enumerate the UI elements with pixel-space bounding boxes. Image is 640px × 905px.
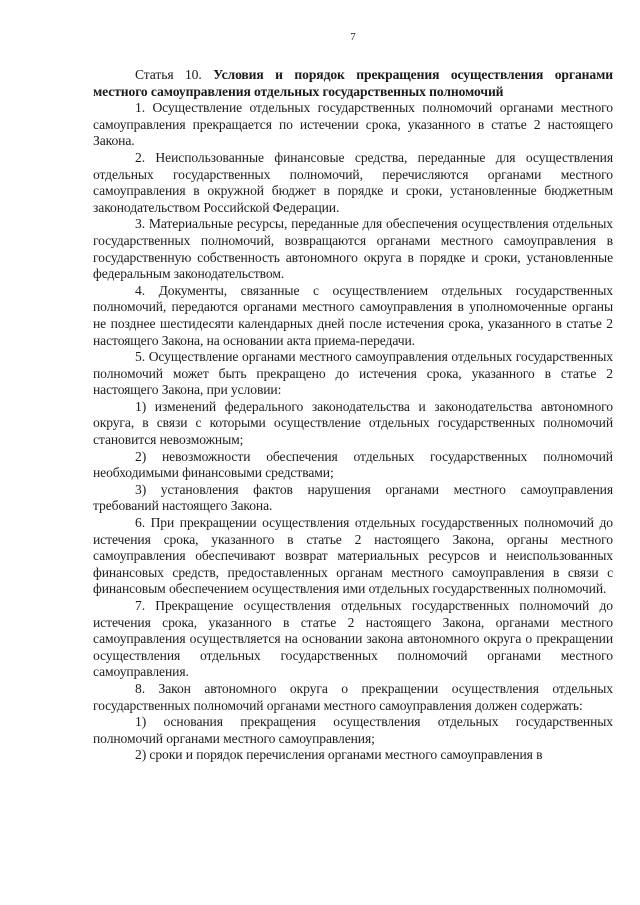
article-title: Условия и порядок прекращения осуществления органами местного самоуправления отдельных государственных полномочий [93, 67, 613, 99]
paragraph-8-item-2: 2) сроки и порядок перечисления органами местного самоуправления в [135, 747, 543, 763]
page-number: 7 [350, 31, 356, 43]
paragraph-7: 7. Прекращение осуществления отдельных государственных полномочий до истечения срока, указанного в статье 2 настоящего Закона, органами местного самоуправления осуществляется на основании закона автономного округа о прекращении осуществления отдельных государственных полномочий органами местного самоуправления. [93, 598, 613, 680]
document-page [93, 30, 613, 764]
paragraph-3: 3. Материальные ресурсы, переданные для обеспечения осуществления отдельных государственных полномочий, возвращаются органами местного самоуправления в государственную собственность автономного округа в порядке и сроки, установленные федеральным законодательством. [93, 216, 613, 282]
paragraph-4: 4. Документы, связанные с осуществлением отдельных государственных полномочий, передаются органами местного самоуправления в уполномоченные органы не позднее шестидесяти календарных дней после истечения срока, указанного в статье 2 настоящего Закона, на основании акта приема-передачи. [93, 282, 613, 348]
paragraph-8-item-1: 1) основания прекращения осуществления отдельных государственных полномочий органами местного самоуправления; [93, 714, 613, 746]
article-heading [93, 67, 613, 100]
paragraph-2: 2. Неиспользованные финансовые средства, переданные для осуществления отдельных государственных полномочий, перечисляются органами местного самоуправления в окружной бюджет в порядке и сроки, установленные бюджетным законодательством Российской Федерации. [93, 149, 613, 215]
paragraph-5-item-3: 3) установления фактов нарушения органами местного самоуправления требований настоящего Закона. [93, 481, 613, 514]
paragraph-5-item-1: 1) изменений федерального законодательства и законодательства автономного округа, в связи с которыми осуществление отдельных государственных полномочий становится невозможным; [93, 398, 613, 448]
paragraph-5-item-2: 2) невозможности обеспечения отдельных государственных полномочий необходимыми финансовыми средствами; [93, 448, 613, 481]
paragraph-5: 5. Осуществление органами местного самоуправления отдельных государственных полномочий может быть прекращено до истечения срока, указанного в статье 2 настоящего Закона, при условии: [93, 349, 613, 398]
paragraph-1: 1. Осуществление отдельных государственных полномочий органами местного самоуправления прекращается по истечении срока, указанного в статье 2 настоящего Закона. [93, 100, 613, 149]
paragraph-8: 8. Закон автономного округа о прекращении осуществления отдельных государственных полномочий органами местного самоуправления должен содержать: [93, 680, 613, 713]
article-number: Статья 10. [135, 67, 202, 82]
paragraph-6: 6. При прекращении осуществления отдельных государственных полномочий до истечения срока, указанного в статье 2 настоящего Закона, органы местного самоуправления обеспечивают возврат материальных ресурсов и неиспользованных финансовых средств, предоставленных органам местного самоуправления в связи с финансовым обеспечением осуществления ими отдельных государственных полномочий. [93, 515, 613, 597]
